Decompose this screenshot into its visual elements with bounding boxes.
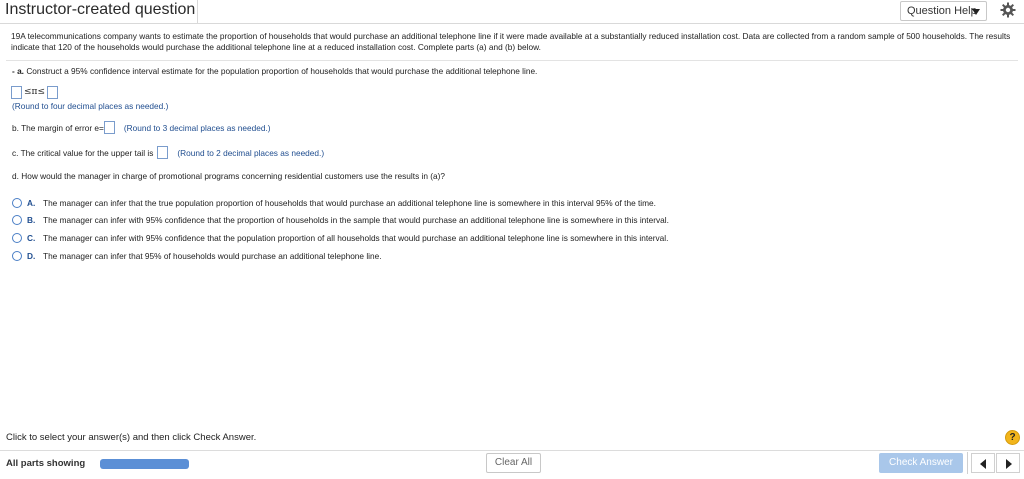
part-d-prompt: d. How would the manager in charge of promotional programs concerning residential customers use the results in (a)?	[12, 171, 446, 181]
progress-bar	[100, 459, 189, 469]
instruction-text: Click to select your answer(s) and then click Check Answer.	[6, 432, 257, 443]
option-c-letter: C.	[27, 233, 36, 243]
nav-divider	[967, 452, 968, 474]
part-b-round-note: (Round to 3 decimal places as needed.)	[123, 122, 271, 133]
header-bar	[0, 0, 1024, 24]
help-question-icon[interactable]: ?	[1005, 430, 1020, 445]
option-d[interactable]	[12, 251, 382, 261]
radio-option-a[interactable]	[12, 198, 22, 208]
previous-button[interactable]	[971, 453, 995, 473]
question-stem: 19A telecommunications company wants to estimate the proportion of households that would purchase an additional telephone line if it were made available at a substantially reduced installation cost. Data are collected from a random sample of 500 households. The results indicate that 120 of the households would purchase the additional telephone line at a reduced installation cost. Complete parts (a) and (b) below.	[11, 31, 1011, 52]
option-a[interactable]	[12, 198, 656, 208]
option-c-text: The manager can infer with 95% confidence that the population proportion of all households that would purchase an additional telephone line is somewhere in this interval.	[43, 233, 669, 243]
part-c-round-note: (Round to 2 decimal places as needed.)	[177, 147, 325, 158]
confidence-interval-row	[11, 85, 58, 99]
part-c-text: c. The critical value for the upper tail is	[12, 147, 154, 158]
radio-option-c[interactable]	[12, 233, 22, 243]
check-answer-button[interactable]: Check Answer	[879, 453, 963, 473]
ci-inequality-symbol: ≤π≤	[24, 87, 45, 97]
page-title: Instructor-created question	[5, 1, 196, 18]
option-d-text: The manager can infer that 95% of households would purchase an additional telephone line.	[43, 251, 382, 261]
part-a-label: - a.	[12, 66, 24, 76]
margin-of-error-input[interactable]	[104, 121, 115, 134]
option-b[interactable]	[12, 215, 669, 225]
parts-showing-label: All parts showing	[6, 458, 86, 469]
option-b-letter: B.	[27, 215, 36, 225]
part-a-text: Construct a 95% confidence interval estimate for the population proportion of households that would purchase the additional telephone line.	[26, 66, 538, 76]
ci-lower-input[interactable]	[11, 86, 22, 99]
part-a-prompt	[12, 66, 537, 76]
question-help-button[interactable]	[900, 1, 987, 21]
radio-option-d[interactable]	[12, 251, 22, 261]
arrow-right-icon	[1006, 459, 1012, 469]
critical-value-input[interactable]	[157, 146, 168, 159]
next-button[interactable]	[996, 453, 1020, 473]
section-divider	[6, 60, 1018, 61]
option-d-letter: D.	[27, 251, 36, 261]
option-b-text: The manager can infer with 95% confidence that the proportion of households in the sample that would purchase an additional telephone line is somewhere in this interval.	[43, 215, 669, 225]
ci-upper-input[interactable]	[47, 86, 58, 99]
title-divider	[197, 0, 198, 24]
radio-option-b[interactable]	[12, 215, 22, 225]
question-help-label: Question Help	[907, 5, 977, 17]
option-a-text: The manager can infer that the true population proportion of households that would purchase an additional telephone line is somewhere in this interval 95% of the time.	[43, 198, 656, 208]
option-a-letter: A.	[27, 198, 36, 208]
part-b-prompt	[12, 121, 271, 134]
progress-bar-fill	[100, 459, 189, 469]
gear-icon[interactable]	[1000, 2, 1016, 18]
arrow-left-icon	[980, 459, 986, 469]
clear-all-button[interactable]: Clear All	[486, 453, 541, 473]
chevron-down-icon	[972, 9, 980, 15]
part-c-prompt	[12, 146, 324, 159]
part-b-text: b. The margin of error e=	[12, 122, 104, 133]
footer-divider	[0, 450, 1024, 451]
part-a-round-note: (Round to four decimal places as needed.)	[12, 101, 169, 111]
option-c[interactable]	[12, 233, 668, 243]
